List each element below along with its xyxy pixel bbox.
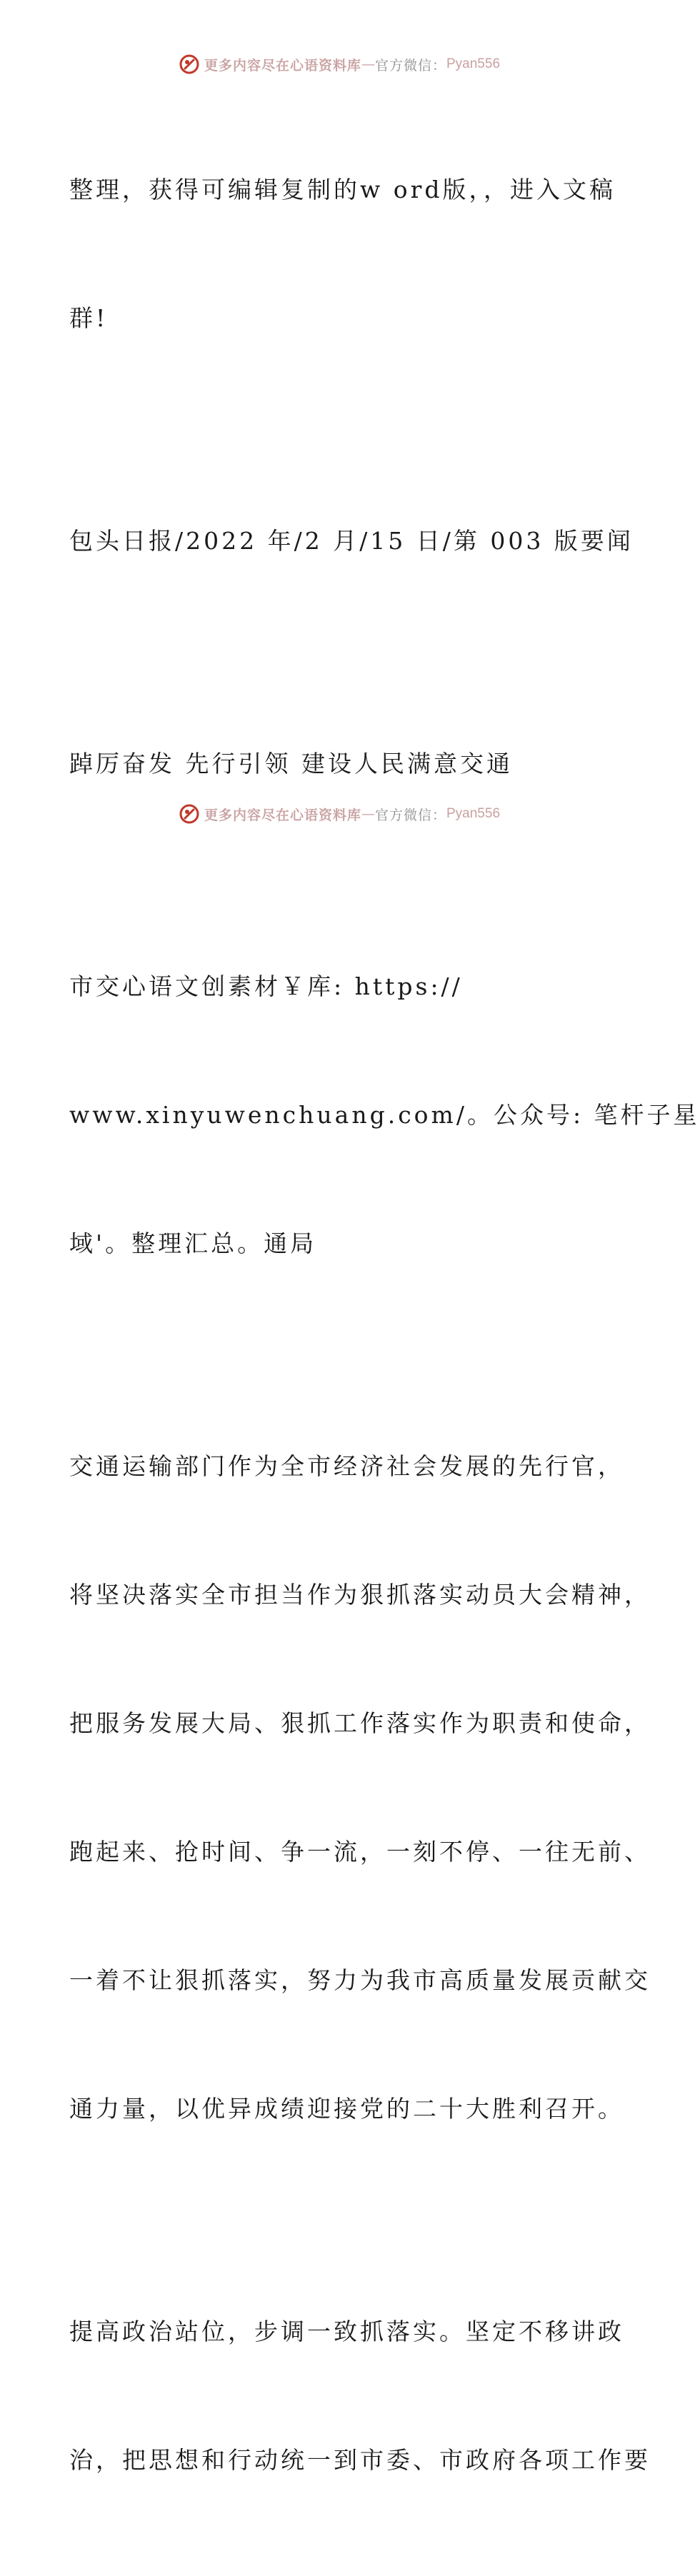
paragraph-body-1: [69, 1359, 651, 2216]
banner-dash: —: [361, 56, 375, 72]
text-line: 把服务发展大局、狠抓工作落实作为职责和使命，: [69, 1709, 651, 1737]
header-watermark-banner: [0, 50, 679, 79]
paragraph-body-2: [69, 2225, 651, 2567]
banner-brand-text: 更多内容尽在心语资料库: [204, 57, 361, 74]
text-line: 域'。整理汇总。通局: [69, 1229, 317, 1257]
banner-wechat-id: Pyan556: [446, 56, 501, 71]
footer-watermark-banner: [0, 800, 679, 828]
text-line: 治，把思想和行动统一到市委、市政府各项工作要: [69, 2446, 651, 2474]
paragraph-article-title: [69, 657, 619, 871]
text-line: 通力量，以优异成绩迎接党的二十大胜利召开。: [69, 2095, 624, 2123]
text-line: 群!: [69, 304, 109, 332]
text-line: 踔厉奋发 先行引领 建设人民满意交通: [69, 750, 513, 778]
banner-brand-text: 更多内容尽在心语资料库: [204, 807, 361, 823]
banner-wechat-id: Pyan556: [446, 806, 501, 821]
text-line: 一着不让狠抓落实，努力为我市高质量发展贡献交: [69, 1966, 651, 1994]
banner-dash: —: [361, 806, 375, 822]
text-line: 包头日报/2022 年/2 月/15 日/第 003 版要闻: [69, 527, 634, 555]
banner-wechat-label: 官方微信：: [374, 807, 446, 823]
text-line: 交通运输部门作为全市经济社会发展的先行官，: [69, 1452, 624, 1480]
text-line: 提高政治站位，步调一致抓落实。坚定不移讲政: [69, 2318, 624, 2345]
text-line: 将坚决落实全市担当作为狠抓落实动员大会精神，: [69, 1581, 651, 1609]
text-line: 跑起来、抢时间、争一流，一刻不停、一往无前、: [69, 1838, 651, 1866]
document-body: [69, 83, 700, 2576]
brand-logo-icon: [179, 54, 200, 75]
brand-logo-icon: [179, 803, 200, 825]
paragraph-source-info: [69, 880, 700, 1351]
banner-wechat-label: 官方微信：: [374, 57, 446, 74]
text-line: 整理，获得可编辑复制的w ord版，，进入文稿: [69, 176, 616, 203]
text-line: 市交心语文创素材￥库: https://: [69, 972, 463, 1000]
text-line: www.xinyuwenchuang.com/。公众号: 笔杆子星: [69, 1101, 700, 1129]
paragraph-intro-note: [69, 83, 619, 426]
paragraph-source-dateline: [69, 434, 634, 648]
